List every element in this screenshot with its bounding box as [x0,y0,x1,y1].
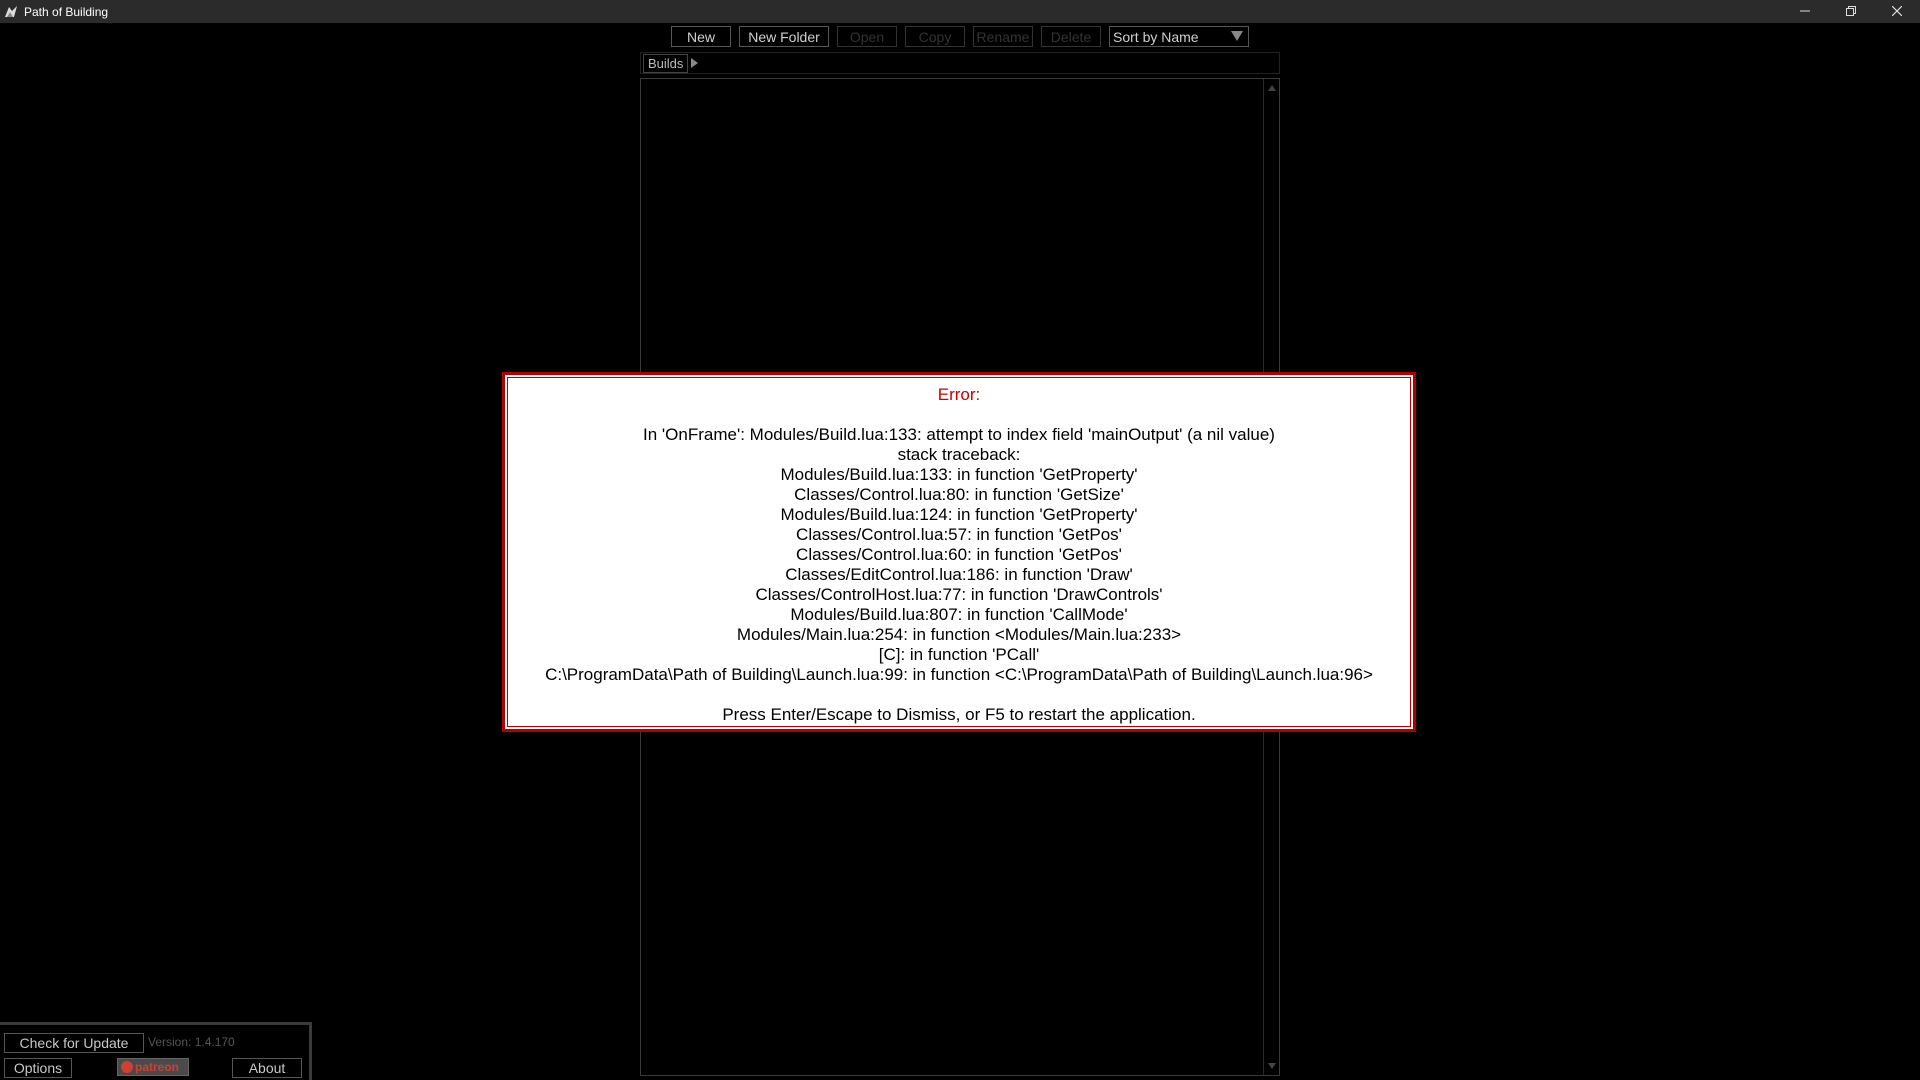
error-line: Modules/Build.lua:124: in function 'GetProperty' [780,505,1138,524]
error-line: Classes/Control.lua:80: in function 'GetSize' [794,485,1124,504]
window-title: Path of Building [24,4,109,19]
patreon-button[interactable] [117,1058,189,1076]
window-titlebar[interactable] [0,0,1920,23]
version-label: Version: 1.4.170 [148,1035,235,1049]
scroll-up-arrow-icon[interactable] [1268,85,1276,91]
error-traceback [505,425,1413,685]
sort-dropdown-value: Sort by Name [1113,28,1199,45]
path-of-building-logo-icon [3,4,19,20]
breadcrumb-builds[interactable]: Builds [643,54,688,73]
check-for-update-button[interactable]: Check for Update [4,1033,144,1053]
about-button[interactable]: About [232,1058,302,1078]
error-line: C:\ProgramData\Path of Building\Launch.lua:99: in function <C:\ProgramData\Path of Building\Launch.lua:96> [545,665,1373,684]
dropdown-arrow-icon [1231,31,1243,41]
error-line: Classes/EditControl.lua:186: in function 'Draw' [785,565,1133,584]
options-button[interactable]: Options [4,1058,72,1078]
error-line: stack traceback: [897,445,1021,464]
close-icon [1892,3,1902,21]
error-footer: Press Enter/Escape to Dismiss, or F5 to restart the application. [722,705,1196,724]
error-line: Classes/Control.lua:57: in function 'GetPos' [796,525,1122,544]
error-line: Modules/Build.lua:133: in function 'GetProperty' [780,465,1138,484]
close-button[interactable] [1874,0,1920,23]
error-line: [C]: in function 'PCall' [878,645,1040,664]
error-line: Classes/Control.lua:60: in function 'GetPos' [796,545,1122,564]
new-build-button[interactable]: New [671,26,731,47]
minimize-button[interactable] [1782,0,1828,23]
patreon-logo-icon [121,1061,133,1073]
patreon-label: patreon [135,1060,180,1074]
copy-button[interactable]: Copy [905,26,965,47]
restore-icon [1846,3,1856,21]
error-title: Error: [937,385,981,404]
error-dialog [502,372,1416,732]
restore-button[interactable] [1828,0,1874,23]
breadcrumb [640,52,1280,74]
error-line: Classes/ControlHost.lua:77: in function 'DrawControls' [755,585,1163,604]
error-line: In 'OnFrame': Modules/Build.lua:133: attempt to index field 'mainOutput' (a nil value) [643,425,1275,444]
error-line: Modules/Main.lua:254: in function <Modules/Main.lua:233> [736,625,1182,644]
scroll-down-arrow-icon[interactable] [1268,1063,1276,1069]
error-line: Modules/Build.lua:807: in function 'CallMode' [790,605,1128,624]
rename-button[interactable]: Rename [973,26,1033,47]
new-folder-button[interactable]: New Folder [739,26,829,47]
delete-button[interactable]: Delete [1041,26,1101,47]
open-button[interactable]: Open [837,26,897,47]
breadcrumb-arrow-icon[interactable] [691,58,698,68]
bottom-left-panel [0,1022,312,1080]
sort-dropdown[interactable] [1109,26,1249,47]
window-controls [1782,0,1920,23]
minimize-icon [1800,3,1810,21]
